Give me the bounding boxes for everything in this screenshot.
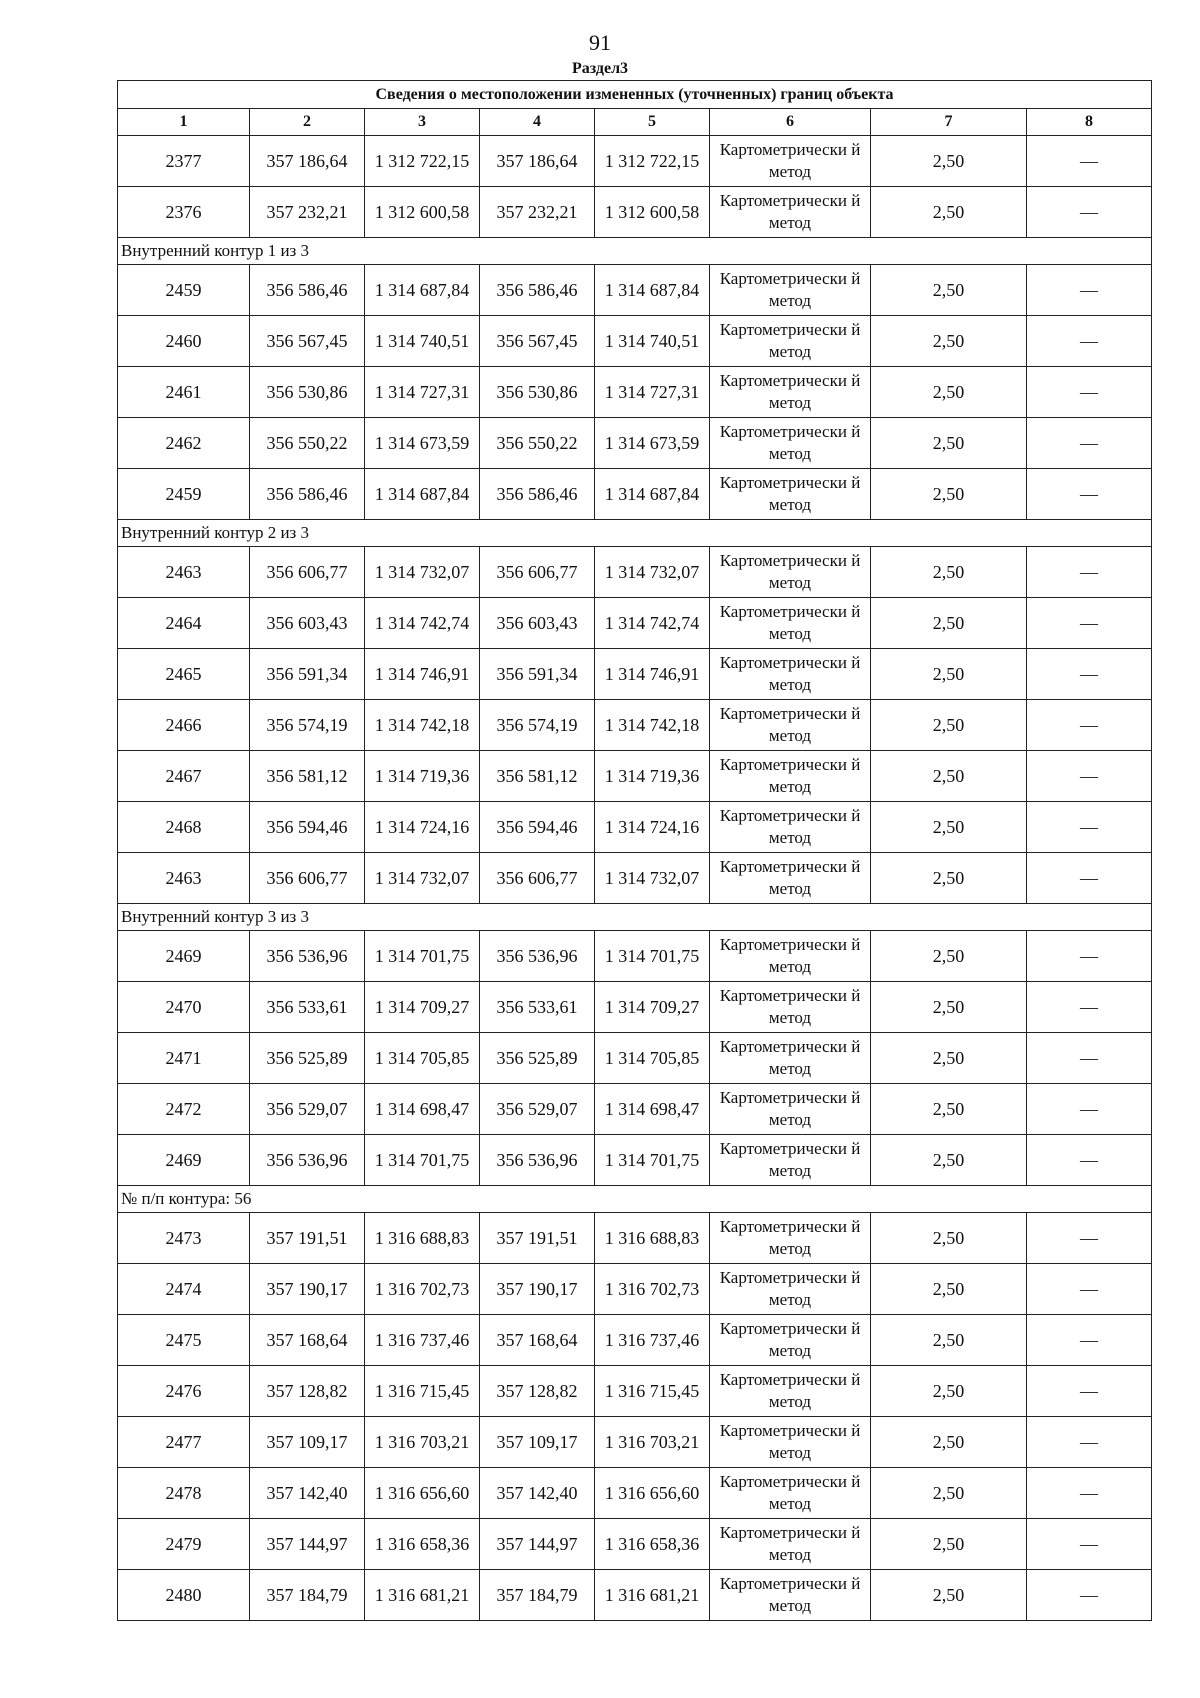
cell-accuracy: 2,50 <box>871 982 1027 1033</box>
cell-method: Картометрически й метод <box>710 700 871 751</box>
table-row <box>118 700 1152 751</box>
cell-method: Картометрически й метод <box>710 649 871 700</box>
cell-new-y: 1 314 719,36 <box>595 751 710 802</box>
cell-accuracy: 2,50 <box>871 802 1027 853</box>
cell-old-x: 357 232,21 <box>250 187 365 238</box>
cell-old-x: 357 109,17 <box>250 1417 365 1468</box>
cell-method: Картометрически й метод <box>710 802 871 853</box>
cell-accuracy: 2,50 <box>871 469 1027 520</box>
cell-old-x: 357 190,17 <box>250 1264 365 1315</box>
cell-accuracy: 2,50 <box>871 1084 1027 1135</box>
column-number: 3 <box>365 109 480 136</box>
cell-accuracy: 2,50 <box>871 1033 1027 1084</box>
cell-method: Картометрически й метод <box>710 1084 871 1135</box>
cell-description: — <box>1027 1366 1152 1417</box>
cell-new-y: 1 314 740,51 <box>595 316 710 367</box>
cell-point-number: 2461 <box>118 367 250 418</box>
table-row <box>118 751 1152 802</box>
cell-new-x: 357 128,82 <box>480 1366 595 1417</box>
cell-new-x: 357 142,40 <box>480 1468 595 1519</box>
table-body <box>118 136 1152 1621</box>
cell-old-x: 357 191,51 <box>250 1213 365 1264</box>
cell-old-x: 356 533,61 <box>250 982 365 1033</box>
cell-old-y: 1 314 687,84 <box>365 265 480 316</box>
table-row <box>118 418 1152 469</box>
column-number: 5 <box>595 109 710 136</box>
cell-new-y: 1 314 673,59 <box>595 418 710 469</box>
table-row <box>118 1033 1152 1084</box>
cell-description: — <box>1027 469 1152 520</box>
cell-point-number: 2480 <box>118 1570 250 1621</box>
cell-point-number: 2471 <box>118 1033 250 1084</box>
cell-accuracy: 2,50 <box>871 598 1027 649</box>
cell-description: — <box>1027 136 1152 187</box>
cell-new-y: 1 316 703,21 <box>595 1417 710 1468</box>
cell-old-x: 356 591,34 <box>250 649 365 700</box>
cell-old-y: 1 316 702,73 <box>365 1264 480 1315</box>
cell-method: Картометрически й метод <box>710 1519 871 1570</box>
cell-new-y: 1 316 658,36 <box>595 1519 710 1570</box>
cell-method: Картометрически й метод <box>710 1213 871 1264</box>
cell-description: — <box>1027 1135 1152 1186</box>
cell-method: Картометрически й метод <box>710 1135 871 1186</box>
cell-new-y: 1 314 732,07 <box>595 853 710 904</box>
column-number: 4 <box>480 109 595 136</box>
cell-old-x: 356 567,45 <box>250 316 365 367</box>
table-row <box>118 316 1152 367</box>
cell-description: — <box>1027 1213 1152 1264</box>
cell-accuracy: 2,50 <box>871 649 1027 700</box>
cell-old-y: 1 316 737,46 <box>365 1315 480 1366</box>
cell-old-y: 1 314 709,27 <box>365 982 480 1033</box>
cell-new-y: 1 314 746,91 <box>595 649 710 700</box>
cell-accuracy: 2,50 <box>871 1366 1027 1417</box>
cell-new-x: 356 530,86 <box>480 367 595 418</box>
contour-label-row <box>118 1186 1152 1213</box>
cell-old-y: 1 316 703,21 <box>365 1417 480 1468</box>
cell-description: — <box>1027 802 1152 853</box>
table-row <box>118 1264 1152 1315</box>
cell-new-y: 1 314 742,18 <box>595 700 710 751</box>
coordinates-table <box>117 80 1152 1621</box>
cell-description: — <box>1027 1417 1152 1468</box>
cell-point-number: 2376 <box>118 187 250 238</box>
cell-accuracy: 2,50 <box>871 1519 1027 1570</box>
table-row <box>118 802 1152 853</box>
cell-old-y: 1 312 722,15 <box>365 136 480 187</box>
cell-new-y: 1 314 727,31 <box>595 367 710 418</box>
cell-description: — <box>1027 187 1152 238</box>
table-row <box>118 598 1152 649</box>
cell-accuracy: 2,50 <box>871 1315 1027 1366</box>
cell-old-y: 1 312 600,58 <box>365 187 480 238</box>
cell-description: — <box>1027 751 1152 802</box>
cell-method: Картометрически й метод <box>710 931 871 982</box>
cell-old-x: 357 128,82 <box>250 1366 365 1417</box>
cell-description: — <box>1027 265 1152 316</box>
cell-old-y: 1 314 727,31 <box>365 367 480 418</box>
cell-new-y: 1 316 715,45 <box>595 1366 710 1417</box>
cell-new-x: 357 109,17 <box>480 1417 595 1468</box>
cell-accuracy: 2,50 <box>871 265 1027 316</box>
table-row <box>118 1135 1152 1186</box>
cell-old-x: 356 525,89 <box>250 1033 365 1084</box>
cell-new-x: 356 550,22 <box>480 418 595 469</box>
cell-point-number: 2460 <box>118 316 250 367</box>
cell-old-y: 1 314 732,07 <box>365 853 480 904</box>
table-row <box>118 1570 1152 1621</box>
table-row <box>118 982 1152 1033</box>
cell-point-number: 2463 <box>118 547 250 598</box>
table-row <box>118 265 1152 316</box>
cell-accuracy: 2,50 <box>871 1570 1027 1621</box>
cell-method: Картометрически й метод <box>710 853 871 904</box>
cell-new-x: 356 574,19 <box>480 700 595 751</box>
table-row <box>118 1315 1152 1366</box>
cell-new-y: 1 314 742,74 <box>595 598 710 649</box>
table-row <box>118 1468 1152 1519</box>
cell-old-y: 1 314 701,75 <box>365 1135 480 1186</box>
cell-new-x: 356 536,96 <box>480 931 595 982</box>
cell-method: Картометрически й метод <box>710 367 871 418</box>
cell-new-x: 357 232,21 <box>480 187 595 238</box>
table-row <box>118 187 1152 238</box>
table-row <box>118 1519 1152 1570</box>
cell-accuracy: 2,50 <box>871 1213 1027 1264</box>
cell-new-y: 1 312 722,15 <box>595 136 710 187</box>
cell-new-y: 1 316 681,21 <box>595 1570 710 1621</box>
cell-method: Картометрически й метод <box>710 265 871 316</box>
table-row <box>118 649 1152 700</box>
cell-new-x: 357 184,79 <box>480 1570 595 1621</box>
cell-point-number: 2477 <box>118 1417 250 1468</box>
column-number: 2 <box>250 109 365 136</box>
contour-label: № п/п контура: 56 <box>118 1186 1152 1213</box>
contour-label-row <box>118 238 1152 265</box>
cell-old-y: 1 316 681,21 <box>365 1570 480 1621</box>
cell-description: — <box>1027 418 1152 469</box>
cell-point-number: 2468 <box>118 802 250 853</box>
cell-old-x: 356 529,07 <box>250 1084 365 1135</box>
cell-old-y: 1 316 658,36 <box>365 1519 480 1570</box>
cell-old-x: 356 574,19 <box>250 700 365 751</box>
cell-new-x: 356 529,07 <box>480 1084 595 1135</box>
cell-new-y: 1 314 724,16 <box>595 802 710 853</box>
cell-point-number: 2462 <box>118 418 250 469</box>
cell-old-y: 1 314 724,16 <box>365 802 480 853</box>
contour-label: Внутренний контур 1 из 3 <box>118 238 1152 265</box>
cell-method: Картометрически й метод <box>710 1366 871 1417</box>
cell-accuracy: 2,50 <box>871 1468 1027 1519</box>
cell-description: — <box>1027 1033 1152 1084</box>
cell-accuracy: 2,50 <box>871 853 1027 904</box>
table-row <box>118 136 1152 187</box>
cell-old-y: 1 314 742,74 <box>365 598 480 649</box>
table-row <box>118 367 1152 418</box>
contour-label-row <box>118 520 1152 547</box>
cell-accuracy: 2,50 <box>871 547 1027 598</box>
cell-point-number: 2464 <box>118 598 250 649</box>
cell-new-y: 1 316 656,60 <box>595 1468 710 1519</box>
cell-new-x: 357 186,64 <box>480 136 595 187</box>
cell-new-y: 1 314 687,84 <box>595 265 710 316</box>
column-number: 1 <box>118 109 250 136</box>
cell-new-x: 357 191,51 <box>480 1213 595 1264</box>
cell-description: — <box>1027 547 1152 598</box>
cell-accuracy: 2,50 <box>871 367 1027 418</box>
cell-accuracy: 2,50 <box>871 187 1027 238</box>
cell-new-x: 356 581,12 <box>480 751 595 802</box>
cell-method: Картометрически й метод <box>710 1315 871 1366</box>
cell-description: — <box>1027 1084 1152 1135</box>
cell-old-y: 1 314 742,18 <box>365 700 480 751</box>
cell-method: Картометрически й метод <box>710 1468 871 1519</box>
cell-new-x: 356 606,77 <box>480 853 595 904</box>
cell-accuracy: 2,50 <box>871 751 1027 802</box>
cell-new-x: 356 567,45 <box>480 316 595 367</box>
cell-old-x: 357 168,64 <box>250 1315 365 1366</box>
cell-new-x: 356 586,46 <box>480 265 595 316</box>
cell-point-number: 2377 <box>118 136 250 187</box>
cell-method: Картометрически й метод <box>710 547 871 598</box>
cell-old-x: 356 594,46 <box>250 802 365 853</box>
cell-new-y: 1 314 701,75 <box>595 931 710 982</box>
cell-old-x: 356 581,12 <box>250 751 365 802</box>
cell-method: Картометрически й метод <box>710 598 871 649</box>
cell-point-number: 2459 <box>118 469 250 520</box>
cell-old-x: 357 184,79 <box>250 1570 365 1621</box>
cell-new-x: 356 603,43 <box>480 598 595 649</box>
table-row <box>118 853 1152 904</box>
cell-method: Картометрически й метод <box>710 1264 871 1315</box>
contour-label: Внутренний контур 2 из 3 <box>118 520 1152 547</box>
cell-point-number: 2470 <box>118 982 250 1033</box>
cell-point-number: 2473 <box>118 1213 250 1264</box>
column-number: 8 <box>1027 109 1152 136</box>
cell-method: Картометрически й метод <box>710 469 871 520</box>
cell-new-x: 356 536,96 <box>480 1135 595 1186</box>
cell-point-number: 2479 <box>118 1519 250 1570</box>
cell-old-x: 356 606,77 <box>250 853 365 904</box>
cell-old-x: 356 536,96 <box>250 1135 365 1186</box>
cell-new-y: 1 314 709,27 <box>595 982 710 1033</box>
cell-method: Картометрически й метод <box>710 316 871 367</box>
cell-old-x: 356 586,46 <box>250 265 365 316</box>
cell-method: Картометрически й метод <box>710 418 871 469</box>
cell-old-y: 1 314 740,51 <box>365 316 480 367</box>
cell-description: — <box>1027 1570 1152 1621</box>
cell-new-x: 356 594,46 <box>480 802 595 853</box>
cell-old-x: 356 603,43 <box>250 598 365 649</box>
cell-new-x: 356 525,89 <box>480 1033 595 1084</box>
cell-new-x: 356 533,61 <box>480 982 595 1033</box>
cell-description: — <box>1027 598 1152 649</box>
cell-old-y: 1 314 701,75 <box>365 931 480 982</box>
cell-old-y: 1 314 687,84 <box>365 469 480 520</box>
cell-accuracy: 2,50 <box>871 1417 1027 1468</box>
cell-method: Картометрически й метод <box>710 136 871 187</box>
cell-point-number: 2469 <box>118 931 250 982</box>
cell-point-number: 2467 <box>118 751 250 802</box>
table-row <box>118 1366 1152 1417</box>
cell-method: Картометрически й метод <box>710 982 871 1033</box>
cell-old-y: 1 314 746,91 <box>365 649 480 700</box>
cell-point-number: 2465 <box>118 649 250 700</box>
cell-new-y: 1 316 737,46 <box>595 1315 710 1366</box>
cell-new-x: 357 190,17 <box>480 1264 595 1315</box>
cell-description: — <box>1027 700 1152 751</box>
cell-point-number: 2463 <box>118 853 250 904</box>
cell-description: — <box>1027 1519 1152 1570</box>
table-caption: Сведения о местоположении измененных (уточненных) границ объекта <box>118 81 1152 109</box>
cell-accuracy: 2,50 <box>871 1264 1027 1315</box>
cell-description: — <box>1027 853 1152 904</box>
column-number-row <box>118 109 1152 136</box>
cell-point-number: 2459 <box>118 265 250 316</box>
cell-old-x: 356 530,86 <box>250 367 365 418</box>
cell-point-number: 2475 <box>118 1315 250 1366</box>
cell-old-y: 1 314 673,59 <box>365 418 480 469</box>
cell-new-x: 356 606,77 <box>480 547 595 598</box>
cell-accuracy: 2,50 <box>871 136 1027 187</box>
cell-old-x: 356 606,77 <box>250 547 365 598</box>
cell-description: — <box>1027 316 1152 367</box>
cell-point-number: 2476 <box>118 1366 250 1417</box>
cell-description: — <box>1027 649 1152 700</box>
cell-old-x: 357 144,97 <box>250 1519 365 1570</box>
cell-old-y: 1 316 656,60 <box>365 1468 480 1519</box>
cell-old-y: 1 314 705,85 <box>365 1033 480 1084</box>
cell-old-x: 356 586,46 <box>250 469 365 520</box>
cell-method: Картометрически й метод <box>710 751 871 802</box>
page-number: 91 <box>589 30 611 55</box>
cell-new-y: 1 312 600,58 <box>595 187 710 238</box>
cell-accuracy: 2,50 <box>871 931 1027 982</box>
cell-accuracy: 2,50 <box>871 1135 1027 1186</box>
cell-new-x: 357 168,64 <box>480 1315 595 1366</box>
cell-description: — <box>1027 1468 1152 1519</box>
cell-description: — <box>1027 982 1152 1033</box>
cell-old-x: 356 550,22 <box>250 418 365 469</box>
cell-accuracy: 2,50 <box>871 700 1027 751</box>
column-number: 7 <box>871 109 1027 136</box>
cell-point-number: 2466 <box>118 700 250 751</box>
table-row <box>118 547 1152 598</box>
cell-new-y: 1 316 702,73 <box>595 1264 710 1315</box>
column-number: 6 <box>710 109 871 136</box>
table-row <box>118 931 1152 982</box>
cell-method: Картометрически й метод <box>710 187 871 238</box>
cell-accuracy: 2,50 <box>871 316 1027 367</box>
cell-method: Картометрически й метод <box>710 1417 871 1468</box>
cell-accuracy: 2,50 <box>871 418 1027 469</box>
cell-method: Картометрически й метод <box>710 1570 871 1621</box>
cell-point-number: 2478 <box>118 1468 250 1519</box>
cell-old-x: 357 142,40 <box>250 1468 365 1519</box>
cell-description: — <box>1027 1315 1152 1366</box>
cell-old-y: 1 314 698,47 <box>365 1084 480 1135</box>
cell-new-x: 356 586,46 <box>480 469 595 520</box>
cell-description: — <box>1027 1264 1152 1315</box>
cell-method: Картометрически й метод <box>710 1033 871 1084</box>
cell-old-y: 1 314 719,36 <box>365 751 480 802</box>
cell-new-y: 1 314 701,75 <box>595 1135 710 1186</box>
cell-new-y: 1 314 705,85 <box>595 1033 710 1084</box>
cell-new-x: 356 591,34 <box>480 649 595 700</box>
cell-point-number: 2469 <box>118 1135 250 1186</box>
cell-new-y: 1 316 688,83 <box>595 1213 710 1264</box>
table-row <box>118 469 1152 520</box>
cell-old-x: 357 186,64 <box>250 136 365 187</box>
table-row <box>118 1417 1152 1468</box>
cell-new-y: 1 314 687,84 <box>595 469 710 520</box>
cell-point-number: 2472 <box>118 1084 250 1135</box>
cell-old-y: 1 314 732,07 <box>365 547 480 598</box>
section-title: Раздел3 <box>571 60 629 77</box>
cell-new-y: 1 314 732,07 <box>595 547 710 598</box>
table-row <box>118 1084 1152 1135</box>
cell-description: — <box>1027 367 1152 418</box>
table-row <box>118 1213 1152 1264</box>
cell-description: — <box>1027 931 1152 982</box>
cell-old-y: 1 316 688,83 <box>365 1213 480 1264</box>
contour-label-row <box>118 904 1152 931</box>
cell-point-number: 2474 <box>118 1264 250 1315</box>
contour-label: Внутренний контур 3 из 3 <box>118 904 1152 931</box>
cell-new-x: 357 144,97 <box>480 1519 595 1570</box>
cell-new-y: 1 314 698,47 <box>595 1084 710 1135</box>
cell-old-x: 356 536,96 <box>250 931 365 982</box>
cell-old-y: 1 316 715,45 <box>365 1366 480 1417</box>
